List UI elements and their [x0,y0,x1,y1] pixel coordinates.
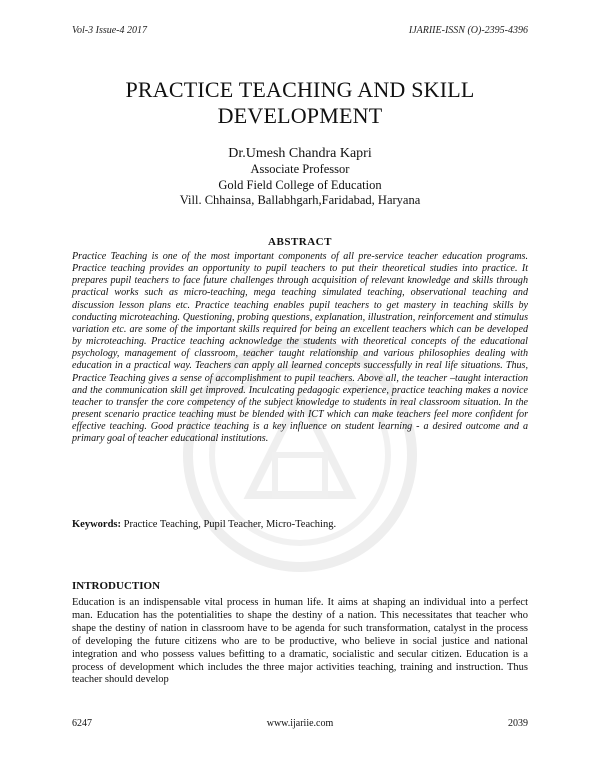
author-position: Associate Professor [250,162,350,176]
abstract-heading: ABSTRACT [268,236,332,248]
introduction-heading: INTRODUCTION [72,580,161,592]
header-issn: IJARIIE-ISSN (O)-2395-4396 [408,25,528,36]
author-block [60,145,540,209]
header-volume: Vol-3 Issue-4 2017 [72,25,147,36]
footer-page-number: 2039 [508,718,528,729]
author-name: Dr.Umesh Chandra Kapri [228,146,372,161]
author-address: Vill. Chhainsa, Ballabhgarh,Faridabad, Haryana [179,193,421,207]
keywords-label: Keywords: [72,519,121,530]
footer-website: www.ijariie.com [266,718,334,729]
keywords-line [72,519,528,530]
footer-paper-id: 6247 [72,718,92,729]
title-line-2: DEVELOPMENT [217,103,383,128]
keywords-text: Practice Teaching, Pupil Teacher, Micro-Teaching. [121,519,337,530]
paper-title [60,77,540,129]
author-institution: Gold Field College of Education [218,177,382,192]
title-line-1: PRACTICE TEACHING AND SKILL [125,77,475,102]
abstract-text: Practice Teaching is one of the most important components of all pre-service teacher education programs. Practice teaching provides an opportunity to pupil teachers to put their theoretical studies into practice. It prepares pupil teachers to face future challenges through acquisition of relevant knowledge and skills through practical works such as micro-teaching, mega teaching simulated teaching, observational teaching and discussion lesson plans etc. Practice teaching enables pupil teachers to get mastery in teaching skills by conducting microteaching. Questioning, probing questions, explanation, illustration, reinforcement and stimulus variation etc. are some of the important skills required for being an excellent teachers which can be developed by microteaching. Practice teaching acknowledge the students with theoretical concepts of the educational psychology, management of classroom, teacher taught relationship and various philosophies dealing with education in a practical way. Teachers can apply all learned concepts successfully in real life situations. Thus, Practice Teaching gives a sense of accomplishment to pupil teachers. Above all, the teacher –taught interaction and the communication skill get improved. Inculcating pedagogic experience, practice teaching makes a novice teacher to transfer the core competency of the subject knowledge to students in real classroom situation. In the present scenario practice teaching must be blended with ICT which can make teachers feel more confident for effective teaching. Good practice teaching is a key influence on student learning - a desired outcome and a primary goal of teacher educational institutions. [72,251,528,445]
introduction-text: Education is an indispensable vital process in human life. It aims at shaping an individual into a perfect man. Education has the potentialities to shape the destiny of a nation. This necessitates that teacher who shape the destiny of nation in classroom have to be agenda for such transformation, catalyst in the process of developing the future citizens who are to be productive, who believe in social justice and national integration and who possess values befitting to a dramatic, socialistic and secular citizen. Education is a process of development which includes the three major activities teaching, training and instruction. Thus teacher should develop [72,597,528,686]
